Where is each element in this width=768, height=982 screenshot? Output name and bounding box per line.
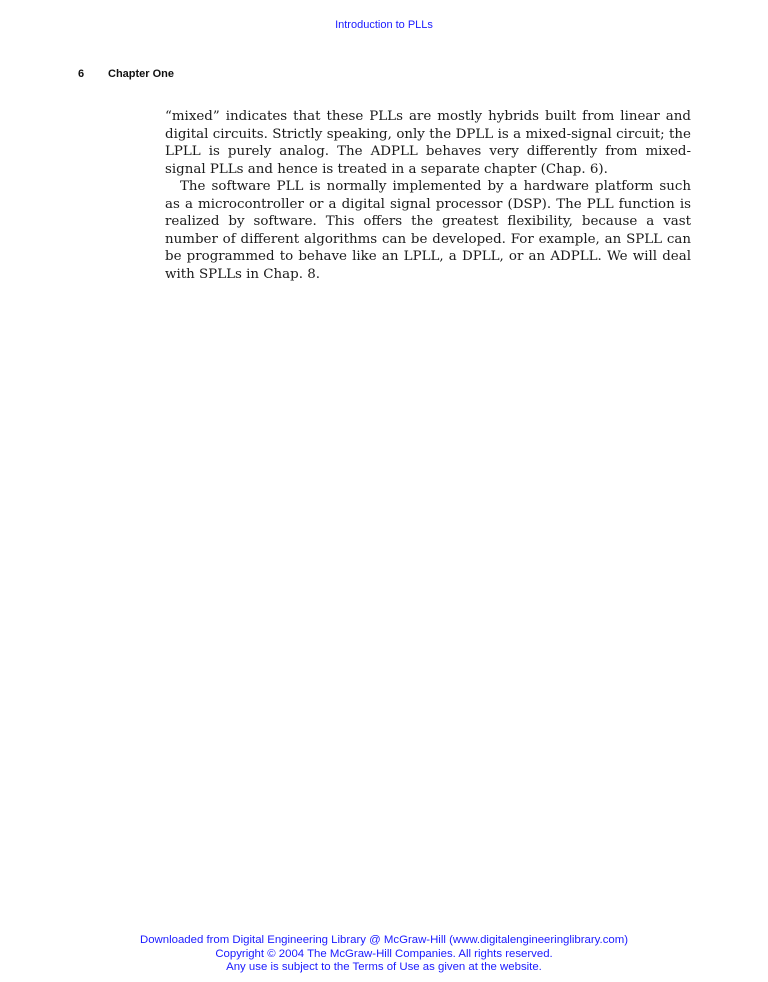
chapter-label: Chapter One [108, 68, 175, 80]
paragraph-1: “mixed” indicates that these PLLs are mostly hybrids built from linear and digital circuits. Strictly speaking, only the DPLL is a mixed-signal circuit; the LPLL is purely analog. The ADPLL behaves very differently from mixed-signal PLLs and hence is treated in a separate chapter (Chap. 6). [165, 109, 691, 177]
running-head [78, 68, 174, 80]
footer-terms-line: Any use is subject to the Terms of Use as given at the website. [226, 961, 542, 973]
footer-copyright-line: Copyright © 2004 The McGraw-Hill Companies. All rights reserved. [215, 947, 553, 960]
page-number: 6 [78, 68, 85, 80]
chapter-title-link[interactable]: Introduction to PLLs [335, 19, 433, 31]
body-text [165, 108, 691, 283]
paragraph-2: The software PLL is normally implemented by a hardware platform such as a microcontroller or a digital signal processor (DSP). The PLL function is realized by software. This offers the greatest flexibility, because a vast number of different algorithms can be developed. For example, an SPLL can be programmed to behave like an LPLL, a DPLL, or an ADPLL. We will deal with SPLLs in Chap. 8. [165, 179, 691, 282]
copyright-footer [0, 934, 768, 975]
footer-download-line: Downloaded from Digital Engineering Library @ McGraw-Hill (www.digitalengineeringlibrary.com) [139, 934, 629, 946]
